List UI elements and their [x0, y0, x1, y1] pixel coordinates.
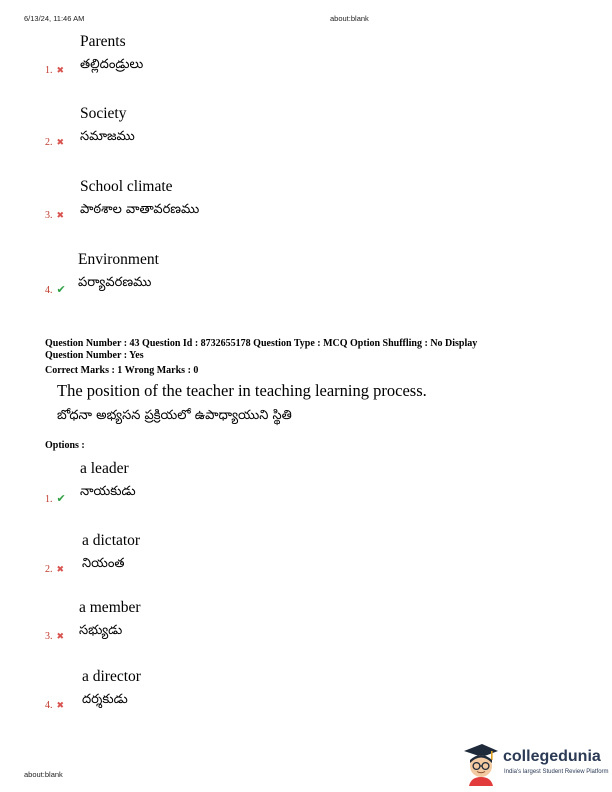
print-url: about:blank	[330, 14, 369, 23]
question-marks: Correct Marks : 1 Wrong Marks : 0	[45, 365, 199, 376]
option-telugu-text: తల్లిదండ్రులు	[80, 57, 144, 72]
option-english-text: a dictator	[82, 532, 141, 549]
option-telugu-text: నియంత	[82, 556, 125, 571]
option-number: 3. ✖	[45, 631, 65, 642]
option-english-text: a leader	[80, 460, 129, 477]
logo-wordmark: collegedunia	[503, 748, 601, 765]
option-english-text: Environment	[78, 251, 159, 268]
option-telugu-text: పాఠశాల వాతావరణము	[80, 202, 200, 217]
option-number: 3. ✖	[45, 210, 65, 221]
graduate-avatar-icon	[460, 742, 500, 786]
option-number: 4. ✔	[45, 283, 66, 296]
option-number: 2. ✖	[45, 564, 65, 575]
print-footer-url: about:blank	[24, 770, 63, 779]
option-number: 1. ✖	[45, 65, 65, 76]
print-datetime: 6/13/24, 11:46 AM	[24, 14, 85, 23]
option-number: 4. ✖	[45, 700, 65, 711]
prev-option-1	[45, 33, 565, 95]
option-english-text: a director	[82, 668, 141, 685]
wrong-mark-icon: ✖	[56, 701, 65, 711]
wrong-mark-icon: ✖	[56, 632, 65, 642]
wrong-mark-icon: ✖	[56, 565, 65, 575]
question-option-2	[45, 532, 565, 594]
correct-check-icon: ✔	[56, 283, 66, 296]
option-telugu-text: సమాజము	[80, 129, 135, 144]
prev-option-2	[45, 105, 565, 167]
options-label: Options :	[45, 440, 85, 451]
option-english-text: Parents	[80, 33, 126, 50]
question-meta-line1: Question Number : 43 Question Id : 8732655178 Question Type : MCQ Option Shuffling : No Display	[45, 338, 478, 349]
collegedunia-logo	[460, 742, 610, 786]
option-telugu-text: పర్యావరణము	[78, 275, 152, 290]
question-option-3	[45, 599, 565, 661]
question-meta-line2: Question Number : Yes	[45, 350, 144, 361]
option-english-text: Society	[80, 105, 127, 122]
wrong-mark-icon: ✖	[56, 211, 65, 221]
wrong-mark-icon: ✖	[56, 66, 65, 76]
question-text-english: The position of the teacher in teaching learning process.	[57, 381, 427, 400]
question-text-telugu: బోధనా అభ్యసన ప్రక్రియలో ఉపాధ్యాయుని స్థితి	[57, 408, 292, 423]
option-telugu-text: నాయకుడు	[80, 484, 136, 499]
option-english-text: School climate	[80, 178, 173, 195]
option-number: 2. ✖	[45, 137, 65, 148]
prev-option-3	[45, 178, 565, 240]
option-english-text: a member	[79, 599, 141, 616]
option-telugu-text: సభ్యుడు	[79, 623, 123, 638]
option-number: 1. ✔	[45, 492, 66, 505]
wrong-mark-icon: ✖	[56, 138, 65, 148]
question-option-4	[45, 668, 565, 730]
logo-tagline: India's largest Student Review Platform	[504, 769, 609, 775]
correct-check-icon: ✔	[56, 492, 66, 505]
prev-option-4	[45, 251, 565, 313]
option-telugu-text: దర్శకుడు	[82, 692, 128, 707]
question-option-1	[45, 460, 565, 522]
